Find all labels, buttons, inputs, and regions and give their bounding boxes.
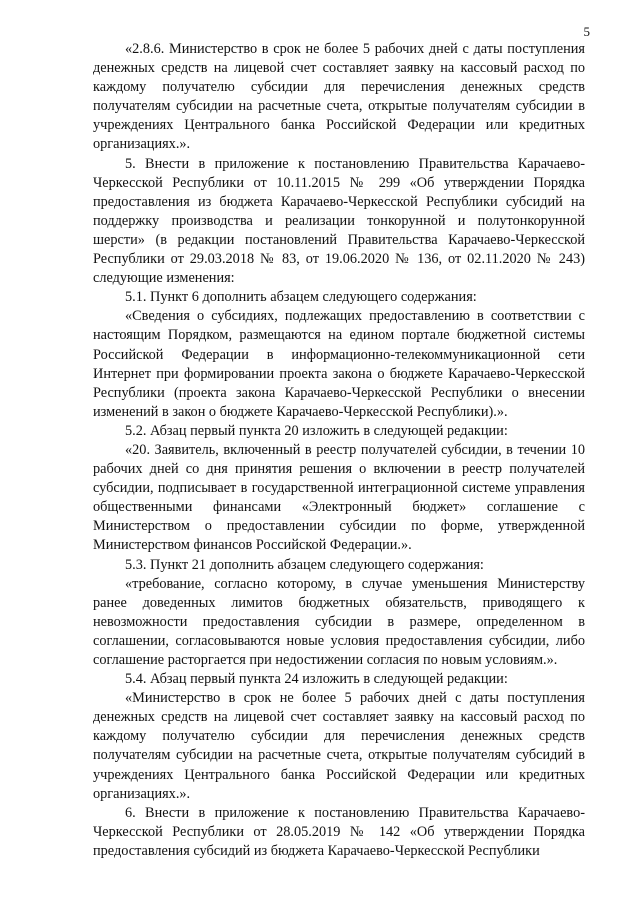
paragraph-5-4-quote: «Министерство в срок не более 5 рабочих дней с даты поступления денежных средств на лицевой счет составляет заявку на кассовый расход по каждому получателю субсидии для перечисления денежных средств получателям субсидии на расчетные счета, открытые получателям субсидий в учреждениях Центрального банка Российской Федерации или кредитных организациях.». xyxy=(93,690,585,802)
paragraph-5-1: 5.1. Пункт 6 дополнить абзацем следующего содержания: xyxy=(125,289,477,306)
paragraph-5-2: 5.2. Абзац первый пункта 20 изложить в следующей редакции: xyxy=(125,422,508,439)
paragraph-5-1-quote: «Сведения о субсидиях, подлежащих предоставлению в соответствии с настоящим Порядком, размещаются на едином портале бюджетной системы Российской Федерации в информационно-телекоммуникационной сети Интернет при формировании проекта закона о бюджете Карачаево-Черкесской Республики (проекта закона Карачаево-Черкесской Республики о внесении изменений в закон о бюджете Карачаево-Черкесской Республики).». xyxy=(93,308,585,420)
paragraph-5-4: 5.4. Абзац первый пункта 24 изложить в следующей редакции: xyxy=(125,671,508,688)
paragraph-5-3-quote: «требование, согласно которому, в случае уменьшения Министерству ранее доведенных лимитов бюджетных обязательств, приводящего к невозможности предоставления субсидии в размере, определенном в соглашении, согласовываются новые условия предоставления субсидии, либо соглашение расторгается при недостижении согласия по новым условиям.». xyxy=(93,575,585,668)
document-body xyxy=(93,40,585,861)
page-number: 5 xyxy=(583,24,590,39)
paragraph-5: 5. Внести в приложение к постановлению Правительства Карачаево-Черкесской Республики от 10.11.2015 № 299 «Об утверждении Порядка предоставления из бюджета Карачаево-Черкесской Республики субсидий на поддержку производства и реализации тонкорунной и полутонкорунной шерсти» (в редакции постановлений Правительства Карачаево-Черкесской Республики от 29.03.2018 № 83, от 19.06.2020 № 136, от 02.11.2020 № 243) следующие изменения: xyxy=(93,155,585,287)
paragraph-6: 6. Внести в приложение к постановлению Правительства Карачаево-Черкесской Республики от 28.05.2019 № 142 «Об утверждении Порядка предоставления субсидий из бюджета Карачаево-Черкесской Республики xyxy=(93,804,585,859)
paragraph-2-8-6: «2.8.6. Министерство в срок не более 5 рабочих дней с даты поступления денежных средств на лицевой счет составляет заявку на кассовый расход по каждому получателю субсидии для перечисления денежных средств получателям субсидии на расчетные счета, открытые получателям субсидии в учреждениях Центрального банка Российской Федерации или кредитных организациях.». xyxy=(93,41,585,153)
paragraph-5-2-quote: «20. Заявитель, включенный в реестр получателей субсидии, в течении 10 рабочих дней со дня принятия решения о включении в реестр получателей субсидии, подписывает в государственной интеграционной системе управления общественными финансами «Электронный бюджет» соглашение с Министерством о предоставлении субсидии по форме, утвержденной Министерством финансов Российской Федерации.». xyxy=(93,441,585,554)
paragraph-5-3: 5.3. Пункт 21 дополнить абзацем следующего содержания: xyxy=(125,556,484,573)
